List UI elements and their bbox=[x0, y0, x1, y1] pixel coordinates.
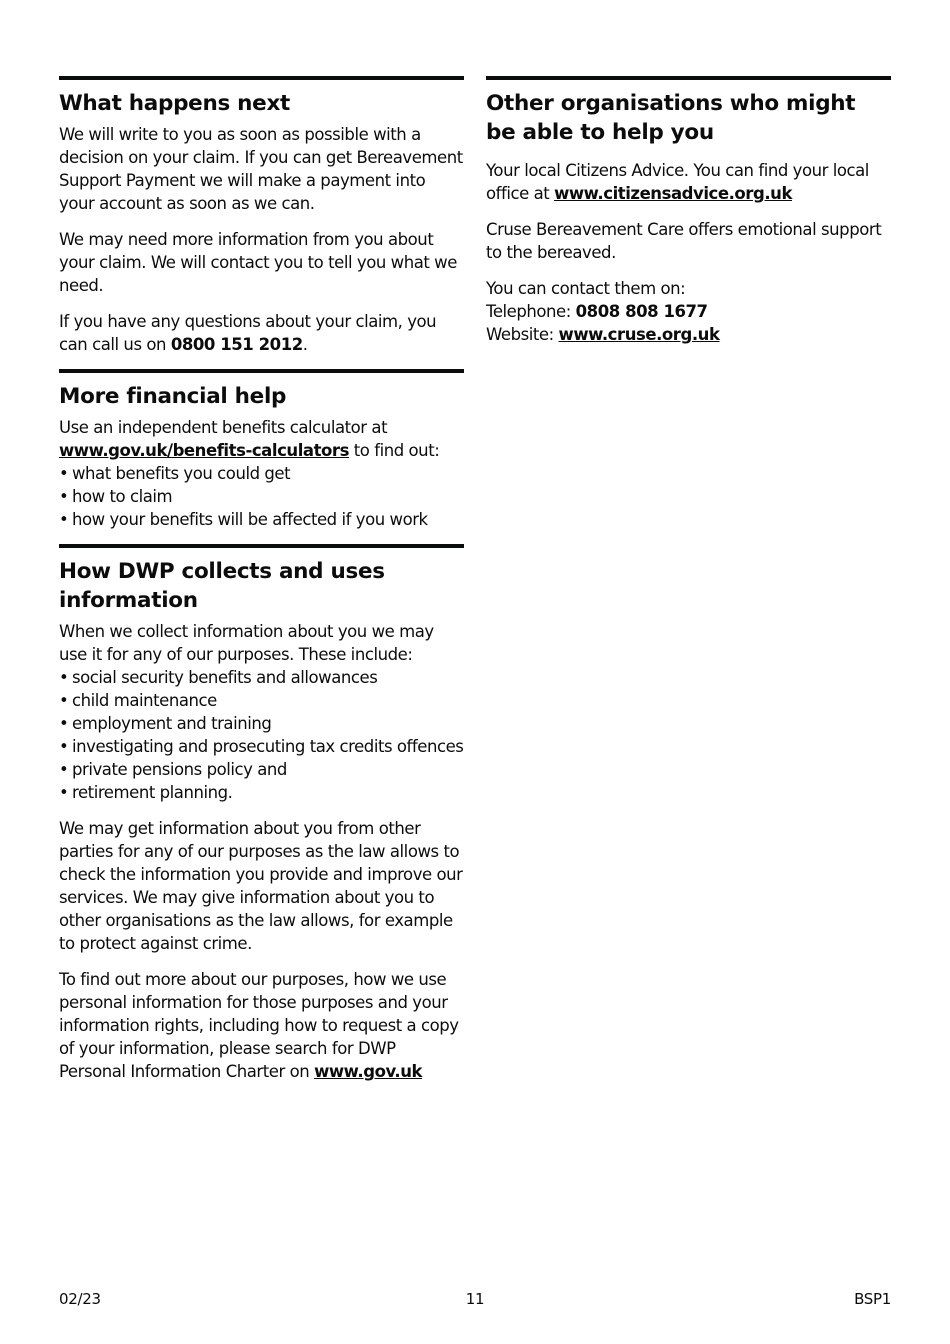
gov-uk-link[interactable]: www.gov.uk bbox=[314, 1062, 423, 1081]
calculator-intro: Use an independent benefits calculator at bbox=[59, 418, 388, 437]
questions-text: If you have any questions about your claim, you can call us on bbox=[59, 312, 437, 354]
telephone-label: Telephone: bbox=[486, 302, 576, 321]
footer-form-code: BSP1 bbox=[854, 1290, 891, 1308]
contact-intro: You can contact them on: bbox=[486, 279, 686, 298]
charter-text: To find out more about our purposes, how we use personal information for those purposes and your information rights, including how to request a copy of your information, please search for DWP Personal Information Charter on bbox=[59, 970, 459, 1081]
section-more-financial-help bbox=[59, 369, 464, 531]
heading-what-happens-next: What happens next bbox=[59, 91, 290, 116]
heading-more-financial-help: More financial help bbox=[59, 384, 287, 409]
left-column bbox=[59, 76, 464, 1096]
paragraph-decision: We will write to you as soon as possible with a decision on your claim. If you can get Bereavement Support Payment we will make a payment into your account as soon as we can. bbox=[59, 125, 463, 213]
paragraph-citizens-advice bbox=[486, 159, 891, 205]
heading-other-organisations: Other organisations who might be able to help you bbox=[486, 91, 856, 145]
citizens-advice-text: Your local Citizens Advice. You can find your local office at bbox=[486, 161, 869, 203]
section-other-organisations bbox=[486, 76, 891, 346]
paragraph-purposes-intro: When we collect information about you we may use it for any of our purposes. These include: bbox=[59, 622, 434, 664]
footer-date: 02/23 bbox=[59, 1290, 101, 1308]
calculator-suffix: to find out: bbox=[348, 441, 440, 460]
right-column bbox=[486, 76, 891, 359]
paragraph-charter bbox=[59, 968, 464, 1083]
paragraph-other-parties: We may get information about you from other parties for any of our purposes as the law allows to check the information you provide and improve our services. We may give information about you to other organisations as the law allows, for example to protect against crime. bbox=[59, 819, 463, 953]
section-how-dwp-uses-information bbox=[59, 544, 464, 1083]
phone-number: 0800 151 2012 bbox=[170, 335, 303, 354]
website-label: Website: bbox=[486, 325, 559, 344]
list-item: • child maintenance bbox=[59, 689, 464, 712]
paragraph-questions bbox=[59, 310, 464, 356]
list-item: • private pensions policy and bbox=[59, 758, 464, 781]
telephone-number: 0808 808 1677 bbox=[575, 302, 708, 321]
benefits-calculators-link[interactable]: www.gov.uk/benefits-calculators bbox=[59, 441, 349, 460]
financial-help-list bbox=[59, 462, 464, 531]
list-item: • what benefits you could get bbox=[59, 462, 464, 485]
paragraph-cruse: Cruse Bereavement Care offers emotional support to the bereaved. bbox=[486, 220, 882, 262]
list-item: • social security benefits and allowances bbox=[59, 666, 464, 689]
list-item: • how to claim bbox=[59, 485, 464, 508]
paragraph-more-info: We may need more information from you about your claim. We will contact you to tell you what we need. bbox=[59, 230, 457, 295]
cruse-website-link[interactable]: www.cruse.org.uk bbox=[558, 325, 720, 344]
footer-page-number: 11 bbox=[465, 1290, 485, 1308]
heading-how-dwp-uses-information: How DWP collects and uses information bbox=[59, 559, 385, 613]
questions-end: . bbox=[302, 335, 308, 354]
list-item: • employment and training bbox=[59, 712, 464, 735]
purposes-list bbox=[59, 666, 464, 804]
list-item: • investigating and prosecuting tax credits offences bbox=[59, 735, 464, 758]
citizens-advice-link[interactable]: www.citizensadvice.org.uk bbox=[554, 184, 792, 203]
section-what-happens-next bbox=[59, 76, 464, 356]
paragraph-calculator bbox=[59, 416, 464, 462]
paragraph-contact bbox=[486, 277, 891, 346]
list-item: • retirement planning. bbox=[59, 781, 464, 804]
list-item: • how your benefits will be affected if you work bbox=[59, 508, 464, 531]
